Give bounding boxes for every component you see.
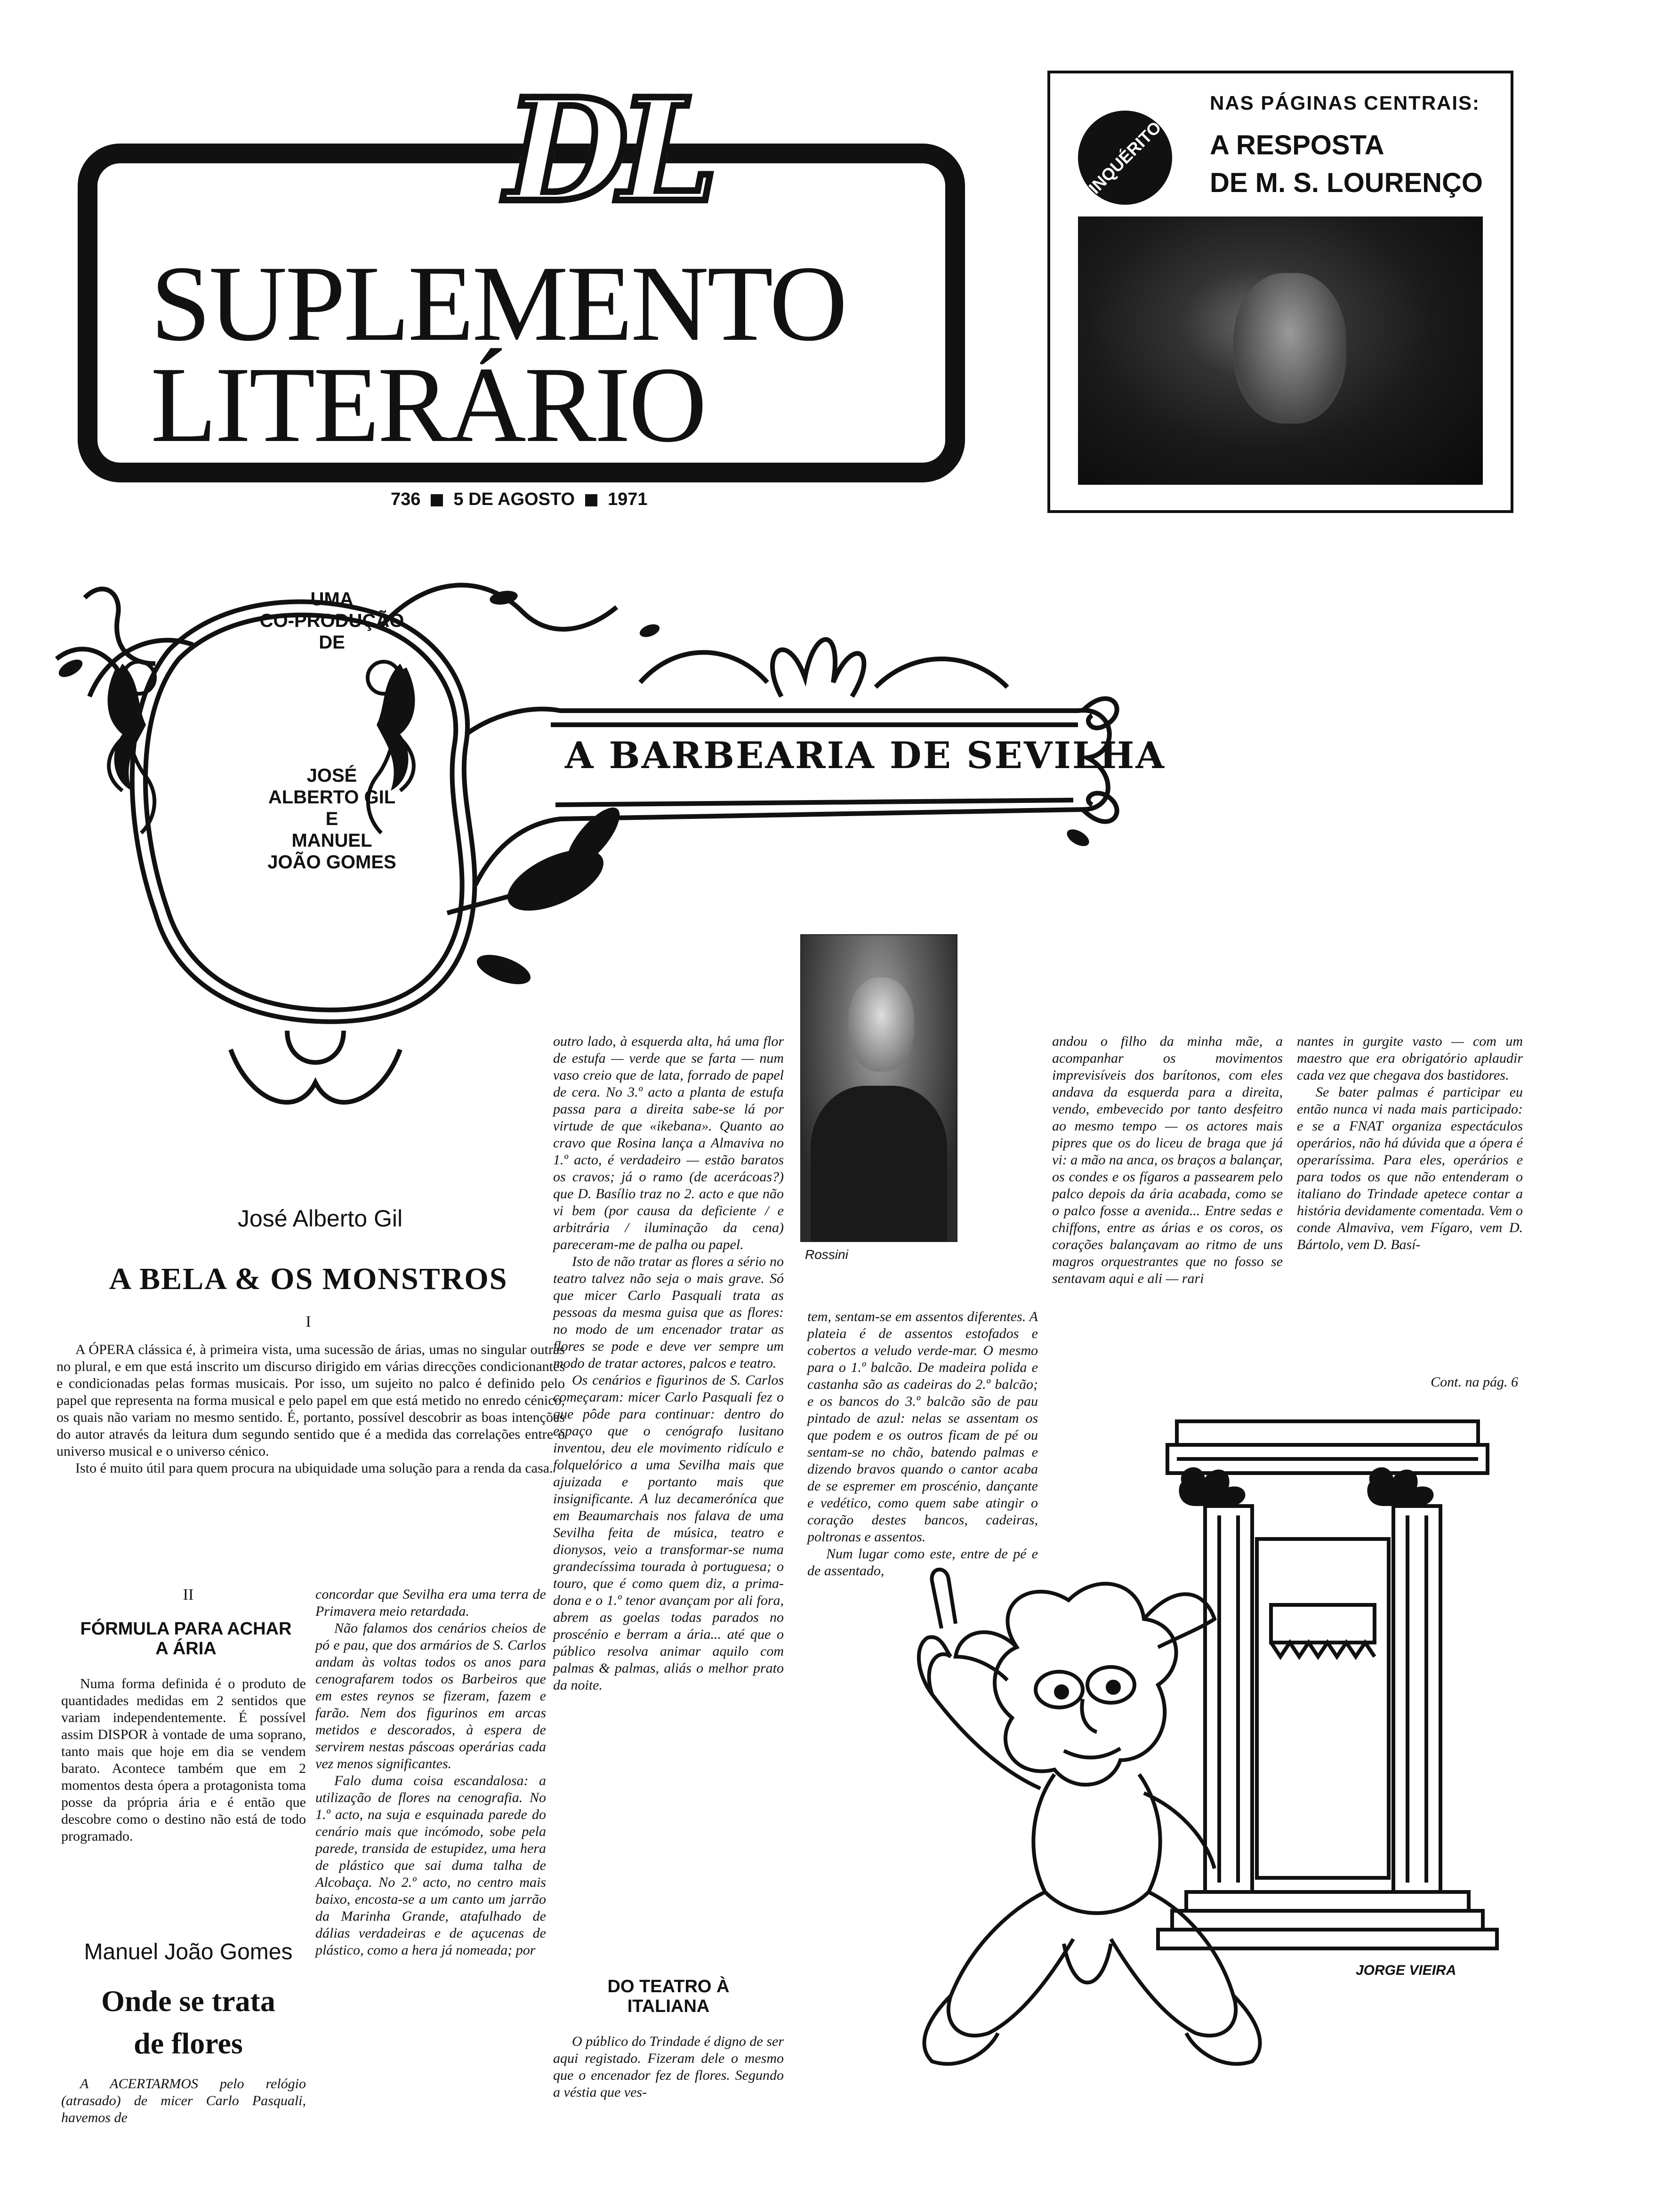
article2-byline: Manuel João Gomes	[84, 1940, 293, 1964]
masthead-title-line1: SUPLEMENTO	[151, 243, 846, 363]
author-line: E	[325, 809, 338, 829]
paragraph: A ACERTARMOS pelo relógio (atrasado) de micer Carlo Pasquali, havemos de	[61, 2076, 306, 2125]
article2-column-2	[315, 1586, 546, 1959]
article2-headline-line2: de flores	[134, 2027, 243, 2060]
article1-byline: José Alberto Gil	[237, 1205, 403, 1232]
coproduction-authors	[245, 765, 419, 873]
article2-column-3	[553, 1033, 784, 1694]
coproduction-line: UMA	[310, 589, 354, 609]
teaser-headline-line1: A RESPOSTA	[1210, 130, 1384, 160]
rossini-portrait	[800, 934, 957, 1242]
paragraph: A ÓPERA clássica é, à primeira vista, uma sucessão de árias, umas no singular outras no plural, e em que está inscrito um discurso dirigido em várias direcções condicionantes e condicionadas pelas formas musicais. Por isso, um sujeito no palco é definido pelo papel que representa na forma musical e pelo papel em que está metido no enredo cénico, os quais não variam no mesmo sentido. É, portanto, possível descobrir as boas intenções do autor através da leitura dum segundo sentido que é a medida das correlações entre o universo musical e o universo cénico.	[56, 1342, 565, 1459]
paragraph: outro lado, à esquerda alta, há uma flor de estufa — verde que se farta — num vaso creio que de lata, forrado de papel de cera. No 3.º acto a planta de estufa passa para a direita sabe-se lá por virtude de que «ikebana». Quanto ao cravo que Rosina lança a Almaviva no 1.º acto, é verdadeiro — estão baratos os cravos; já o ramo (de acerácoas?) que D. Basílio traz no 2. acto e que não vi bem (por causa da deficiente / e arbitrária / iluminação da cena) pareceram-me de palha ou papel.	[553, 1034, 784, 1252]
teaser-kicker: NAS PÁGINAS CENTRAIS:	[1210, 92, 1480, 114]
author-line: JOSÉ	[306, 765, 357, 786]
satyr-illustration	[876, 1403, 1525, 2090]
issue-date: 5 DE AGOSTO	[453, 489, 575, 509]
separator-square-icon	[585, 494, 597, 506]
paragraph: Não falamos dos cenários cheios de pó e pau, que dos armários de S. Carlos andam às voltas todos os anos para cenografarem todos os Barbeiros que em estes reynos se fizeram, fazem e farão. Nem dos figurinos em arcas metidos e descorados, à espera de servirem nestas páscoas operárias cada vez menos significantes.	[315, 1620, 546, 1771]
formula-text	[61, 1675, 306, 1845]
inquerito-badge: INQUÉRITO	[1059, 91, 1192, 224]
teatro-subhead: DO TEATRO À ITALIANA	[607, 1977, 730, 2016]
paragraph: nantes in gurgite vasto — com um maestro que era obrigatório aplaudir cada vez que chegava dos bastidores.	[1297, 1034, 1523, 1083]
paragraph: Os cenários e figurinos de S. Carlos começaram: micer Carlo Pasquali fez o que pôde para continuar: dentro do espaço que o cenógrafo lusitano inventou, deu ele movimento ridículo e folquelórico a uma Sevilha mais que ajuizada e portanto mais que insignificante. A luz decameróníca que em Beaumarchais nos falava de uma Sevilha feita de música, teatro e dionysos, veio a transformar-se numa grandecíssima tourada à portuguesa; o touro, que é como quem diz, a prima-dona e o 1.º tenor avançam por ali fora, abrem as goelas todas parados no proscénio e berram a ária... até que o público resolva animar aquilo com palmas & palmas, aliás o melhor prato da noite.	[553, 1372, 784, 1693]
author-line: ALBERTO GIL	[268, 787, 396, 808]
article2-lead	[61, 2076, 306, 2126]
author-line: MANUEL	[291, 830, 372, 851]
paragraph: tem, sentam-se em assentos diferentes. A plateia é de assentos estofados e cobertos a veludo verde-mar. O mesmo para o 1.º balcão. De madeira polida e castanha são as cadeiras do 2.º balcão; e os bancos do 3.º balcão são de pau pintado de azul: nelas se assentam os que podem e os outros ficam de pé ou sentam-se no chão, batendo palmas e dizendo bravos quando o cantor acaba de se espremer em proscénio, dançante e vedético, como quem sabe atingir o coração destes bancos, cadeiras, poltronas e assentos.	[807, 1309, 1038, 1545]
teaser-photo	[1078, 216, 1483, 485]
dl-logo: DL	[442, 80, 772, 221]
issue-year: 1971	[608, 489, 648, 509]
issue-number: 736	[391, 489, 421, 509]
paragraph: Numa forma definida é o produto de quantidades medidas em 2 sentidos que variam independentemente. É possível assim DISPOR à vontade de uma soprano, tanto mais que hoje em dia se vendem barato. Acontece também que em 2 momentos desta ópera a protagonista toma posse da própria ária e é então que descobre como o destino não está de todo programado.	[61, 1676, 306, 1844]
paragraph: andou o filho da minha mãe, a acompanhar os movimentos imprevisíveis dos barítonos, com eles andava da esquerda para a direita, vendo, embevecido por tanto desfeitro ao mesmo tempo — os actores mais pipres que os do liceu de braga que já vi: a mão na anca, os braços a balançar, os condes e os fígaros a passearem pelo palco depois da ária acabada, como se o palco fosse a avenida... Entre sedas e chiffons, entre as árias e os coros, os corações balançavam ao ritmo de uns magros orquestrantes que no fosso se sentavam aqui e ali — rari	[1052, 1034, 1283, 1286]
article2-column-5	[1052, 1033, 1283, 1287]
paragraph: Falo duma coisa escandalosa: a utilização de flores na cenografia. No 1.º acto, na suja e esquinada parede do cenário mais que incómodo, sobe pela parede, transida de estupidez, uma hera de plástico que sai duma talha de Alcobaça. No 2.º acto, no centro mais baixo, encosta-se a um canto um jarrão da Marinha Grande, atafulhado de dálias verdadeiras e de açucenas de plástico, como a hera já nomeada; por	[315, 1773, 546, 1958]
article2-column-6	[1297, 1033, 1523, 1253]
paragraph: O público do Trindade é digno de ser aqui registado. Fizeram dele o mesmo que o encenador fez de flores. Segundo a véstia que ves-	[553, 2034, 784, 2100]
paragraph: Se bater palmas é participar eu então nunca vi nada mais participado: e se a FNAT organiza espectáculos operários, não há dúvida que a ópera é operaríssima. Para eles, operários e para todos os que não entenderam o italiano do Trindade apetece contar a história devidamente comentada. Vem o conde Almaviva, vem Fígaro, vem D. Bártolo, vem D. Basí-	[1297, 1084, 1523, 1252]
paragraph: Isto é muito útil para quem procura na ubiquidade uma solução para a renda da casa.	[75, 1460, 553, 1476]
paragraph: Num lugar como este, entre de pé e de assentado,	[807, 1546, 1038, 1579]
coproduction-line: CO-PRODUÇÃO	[259, 610, 404, 631]
coproduction-heading	[257, 588, 407, 653]
teaser-headline-line2: DE M. S. LOURENÇO	[1210, 168, 1483, 198]
coproduction-line: DE	[319, 632, 345, 653]
author-line: JOÃO GOMES	[267, 852, 396, 873]
article1-section-i-text	[56, 1341, 565, 1477]
formula-subhead: FÓRMULA PARA ACHAR A ÁRIA	[80, 1619, 292, 1659]
section-ii-label: II	[183, 1586, 194, 1603]
paragraph: Isto de não tratar as flores a sério no teatro talvez não seja o mais grave. Só que micer Carlo Pasquali trata as pessoas da mesma guisa que as flores: no modo de um encenador tratar as flores se pode e deve ver sempre um modo de tratar actores, palcos e teatro.	[553, 1254, 784, 1371]
section-i-label: I	[306, 1313, 311, 1330]
issue-line	[391, 489, 648, 510]
paragraph: concordar que Sevilha era uma terra de Primavera meio retardada.	[315, 1587, 546, 1619]
portrait-caption: Rossini	[805, 1247, 848, 1262]
article2-headline-line1: Onde se trata	[101, 1984, 275, 2018]
article1-headline: A BELA & OS MONSTROS	[109, 1262, 508, 1296]
illustrator-signature: JORGE VIEIRA	[1356, 1963, 1456, 1978]
feature-title: A BARBEARIA DE SEVILHA	[565, 734, 1166, 777]
article2-column-3-cont	[553, 2033, 784, 2101]
separator-square-icon	[431, 494, 443, 506]
continued-note: Cont. na pág. 6	[1431, 1374, 1518, 1390]
masthead-title-line2: LITERÁRIO	[151, 345, 705, 465]
